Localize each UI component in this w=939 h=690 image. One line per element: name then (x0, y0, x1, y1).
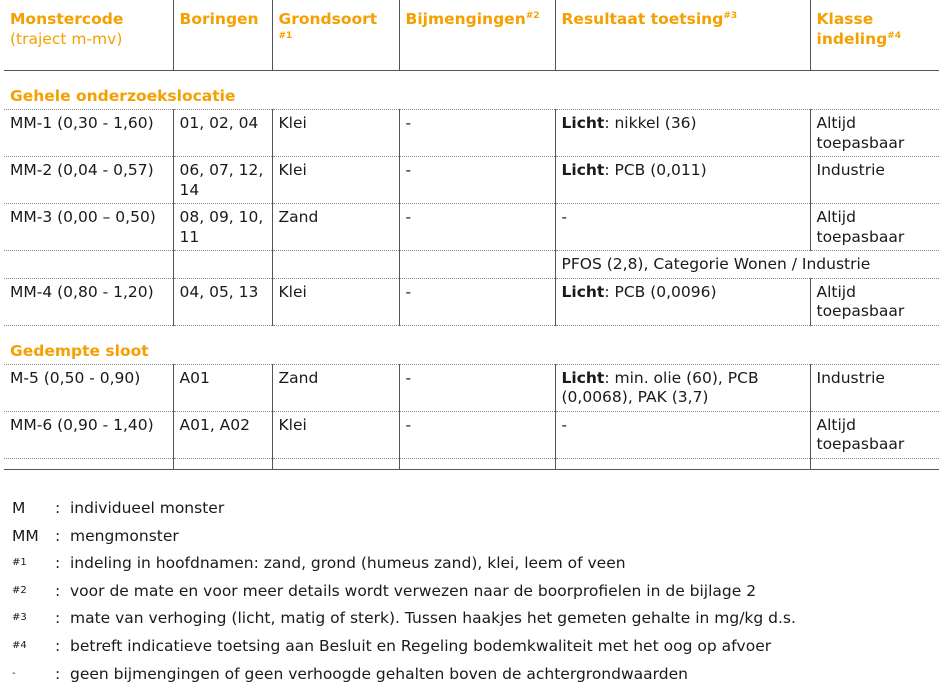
legend-text: voor de mate en voor meer details wordt verwezen naar de boorprofielen in de bijlage 2 (70, 581, 757, 600)
footnote-ref-2: #2 (525, 11, 540, 21)
cell-grondsoort: Zand (272, 204, 399, 251)
cell-empty (272, 251, 399, 279)
cell-resultaat (555, 157, 810, 204)
header-bijmengingen-label: Bijmengingen (405, 10, 526, 28)
cell-klasse: Altijd toepasbaar (810, 411, 939, 458)
section-row (4, 71, 939, 110)
legend-symbol: #3 (12, 612, 27, 624)
cell-klasse: Altijd toepasbaar (810, 204, 939, 251)
result-detail: : PCB (0,0096) (604, 282, 717, 301)
header-resultaat-label: Resultaat toetsing (561, 10, 724, 28)
cell-empty (399, 251, 555, 279)
legend-item (12, 497, 796, 525)
header-row (4, 0, 939, 71)
cell-grondsoort: Zand (272, 364, 399, 411)
legend-symbol: - (12, 667, 16, 679)
table-end-row (4, 458, 939, 469)
result-level: Licht (561, 368, 605, 387)
cell-empty (4, 458, 173, 469)
cell-monstercode: MM-6 (0,90 - 1,40) (4, 411, 173, 458)
cell-pfos-note: PFOS (2,8), Categorie Wonen / Industrie (555, 251, 939, 279)
header-resultaat (555, 0, 810, 71)
legend-symbol: MM (12, 526, 39, 545)
legend-symbol: #4 (12, 639, 27, 651)
cell-klasse: Industrie (810, 364, 939, 411)
header-klasse (810, 0, 939, 71)
header-monstercode-sub: (traject m-mv) (10, 29, 123, 48)
table-row (4, 157, 939, 204)
legend-symbol: #1 (12, 557, 27, 569)
legend-colon: : (55, 636, 61, 655)
header-grondsoort (272, 0, 399, 71)
legend-colon: : (55, 581, 61, 600)
legend-colon: : (55, 664, 61, 683)
cell-boringen: 04, 05, 13 (173, 278, 272, 325)
header-bijmengingen (399, 0, 555, 71)
header-klasse-label: Klasse indeling (816, 10, 888, 48)
cell-bijmengingen: - (399, 278, 555, 325)
section-row (4, 325, 939, 364)
legend-text: geen bijmengingen of geen verhoogde gehalten boven de achtergrondwaarden (70, 664, 688, 683)
results-table-container (4, 0, 939, 470)
cell-klasse: Industrie (810, 157, 939, 204)
cell-bijmengingen: - (399, 110, 555, 157)
header-monstercode-label: Monstercode (10, 10, 124, 28)
cell-monstercode: MM-3 (0,00 – 0,50) (4, 204, 173, 251)
header-grondsoort-label: Grondsoort (278, 10, 378, 28)
cell-bijmengingen: - (399, 157, 555, 204)
cell-empty (173, 251, 272, 279)
result-detail: : PCB (0,011) (604, 161, 707, 179)
legend-text: indeling in hoofdnamen: zand, grond (humeus zand), klei, leem of veen (70, 554, 626, 573)
footnote-ref-1: #1 (278, 30, 293, 41)
legend-colon: : (55, 609, 61, 628)
cell-resultaat: - (555, 204, 810, 251)
cell-resultaat (555, 364, 810, 411)
cell-resultaat: - (555, 411, 810, 458)
table-row (4, 204, 939, 251)
cell-bijmengingen: - (399, 204, 555, 251)
cell-boringen: 01, 02, 04 (173, 110, 272, 157)
cell-monstercode: M-5 (0,50 - 0,90) (4, 364, 173, 411)
footnote-ref-3: #3 (723, 11, 738, 21)
result-level: Licht (561, 161, 605, 179)
table-row (4, 411, 939, 458)
cell-resultaat (555, 278, 810, 325)
cell-boringen: A01 (173, 364, 272, 411)
cell-monstercode: MM-4 (0,80 - 1,20) (4, 278, 173, 325)
table-row (4, 278, 939, 325)
cell-monstercode: MM-1 (0,30 - 1,60) (4, 110, 173, 157)
cell-klasse: Altijd toepasbaar (810, 110, 939, 157)
legend-item (12, 663, 796, 690)
cell-klasse: Altijd toepasbaar (810, 278, 939, 325)
header-boringen (173, 0, 272, 71)
result-level: Licht (561, 114, 605, 132)
table-row (4, 110, 939, 157)
cell-bijmengingen: - (399, 364, 555, 411)
cell-bijmengingen: - (399, 411, 555, 458)
cell-monstercode: MM-2 (0,04 - 0,57) (4, 157, 173, 204)
table-row (4, 364, 939, 411)
result-detail: : nikkel (36) (604, 114, 697, 132)
legend-colon: : (55, 554, 61, 573)
legend-text: mate van verhoging (licht, matig of sterk). Tussen haakjes het gemeten gehalte in mg/kg d.s. (70, 609, 796, 628)
cell-grondsoort: Klei (272, 110, 399, 157)
cell-resultaat (555, 110, 810, 157)
cell-empty (272, 458, 399, 469)
result-level: Licht (561, 282, 605, 301)
cell-empty (555, 458, 810, 469)
cell-grondsoort: Klei (272, 157, 399, 204)
legend-item (12, 580, 796, 608)
cell-boringen: A01, A02 (173, 411, 272, 458)
cell-empty (4, 251, 173, 279)
legend-symbol: #2 (12, 584, 27, 596)
section-title-sloot: Gedempte sloot (4, 325, 939, 364)
legend-item (12, 552, 796, 580)
cell-empty (173, 458, 272, 469)
cell-boringen: 06, 07, 12, 14 (173, 157, 272, 204)
result-detail: : min. olie (60), PCB (0,0068), PAK (3,7) (561, 368, 759, 406)
legend-text: betreft indicatieve toetsing aan Besluit en Regeling bodemkwaliteit met het oog op afvoer (70, 636, 772, 655)
cell-grondsoort: Klei (272, 411, 399, 458)
legend-text: mengmonster (70, 526, 179, 545)
cell-boringen: 08, 09, 10, 11 (173, 204, 272, 251)
header-monstercode (4, 0, 173, 71)
legend-text: individueel monster (70, 499, 225, 517)
cell-grondsoort: Klei (272, 278, 399, 325)
cell-empty (399, 458, 555, 469)
cell-empty (810, 458, 939, 469)
legend-item (12, 525, 796, 553)
legend-colon: : (55, 526, 61, 545)
header-boringen-label: Boringen (179, 10, 259, 28)
results-table (4, 0, 939, 470)
table-row (4, 251, 939, 279)
section-title-gehele: Gehele onderzoekslocatie (4, 71, 939, 110)
legend-colon: : (55, 499, 61, 517)
legend-item (12, 635, 796, 663)
legend-symbol: M (12, 499, 26, 517)
footnote-ref-4: #4 (887, 30, 902, 41)
legend-item (12, 607, 796, 635)
legend (12, 497, 796, 690)
